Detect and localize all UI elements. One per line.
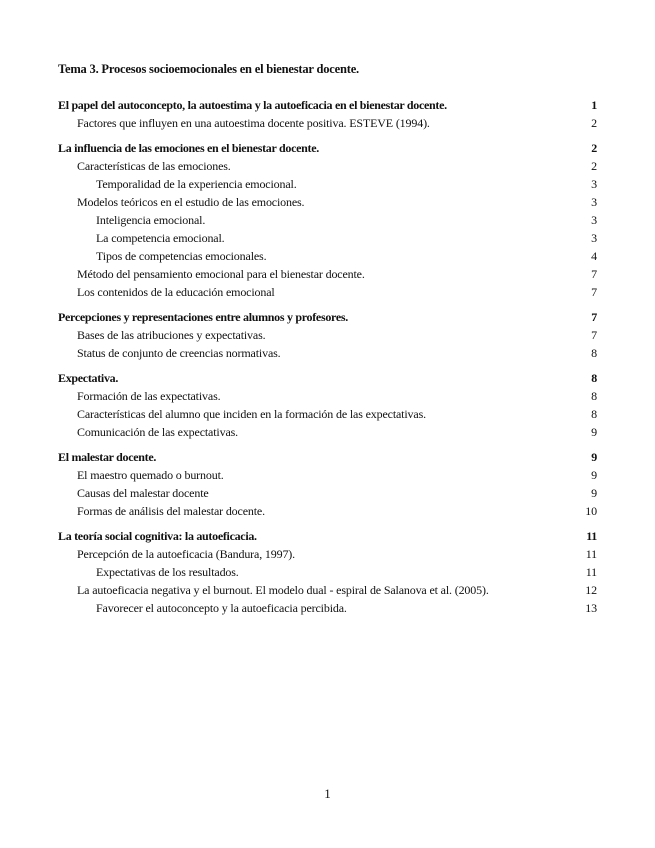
toc-entry-title: Factores que influyen en una autoestima docente positiva. ESTEVE (1994). — [77, 116, 430, 130]
toc-entry-page: 11 — [585, 547, 597, 561]
toc-entry-title: La influencia de las emociones en el bienestar docente. — [58, 141, 319, 155]
toc-entry-title: La competencia emocional. — [96, 231, 225, 245]
toc-entry-page: 7 — [591, 328, 597, 342]
toc-subsection-entry[interactable] — [0, 344, 655, 362]
toc-entry-page: 8 — [591, 346, 597, 360]
toc-section-entry[interactable] — [0, 369, 655, 387]
toc-section-entry[interactable] — [0, 139, 655, 157]
toc-entry-title: Causas del malestar docente — [77, 486, 209, 500]
toc-entry-page: 7 — [591, 310, 597, 324]
toc-entry-page: 9 — [591, 486, 597, 500]
toc-section-entry[interactable] — [0, 96, 655, 114]
toc-entry-title: Características del alumno que inciden en la formación de las expectativas. — [77, 407, 426, 421]
toc-entry-page: 3 — [591, 177, 597, 191]
toc-subsection-entry[interactable] — [0, 545, 655, 563]
toc-entry-title: El papel del autoconcepto, la autoestima y la autoeficacia en el bienestar docente. — [58, 98, 447, 112]
toc-subsection-entry[interactable] — [0, 405, 655, 423]
toc-section-entry[interactable] — [0, 527, 655, 545]
toc-subsection-entry[interactable] — [0, 326, 655, 344]
toc-entry-page: 2 — [591, 116, 597, 130]
toc-subsubsection-entry[interactable] — [0, 599, 655, 617]
toc-subsection-entry[interactable] — [0, 581, 655, 599]
toc-entry-page: 7 — [591, 285, 597, 299]
toc-subsection-entry[interactable] — [0, 502, 655, 520]
toc-entry-page: 9 — [591, 468, 597, 482]
toc-subsection-entry[interactable] — [0, 193, 655, 211]
toc-entry-page: 13 — [585, 601, 597, 615]
toc-entry-title: La autoeficacia negativa y el burnout. El modelo dual - espiral de Salanova et al. (2005). — [77, 583, 489, 597]
toc-subsection-entry[interactable] — [0, 387, 655, 405]
toc-entry-title: Inteligencia emocional. — [96, 213, 206, 227]
page-number: 1 — [324, 786, 331, 801]
toc-section-entry[interactable] — [0, 308, 655, 326]
toc-subsection-entry[interactable] — [0, 283, 655, 301]
toc-entry-title: Características de las emociones. — [77, 159, 231, 173]
toc-entry-title: Favorecer el autoconcepto y la autoeficacia percibida. — [96, 601, 347, 615]
toc-subsubsection-entry[interactable] — [0, 247, 655, 265]
toc-entry-page: 4 — [591, 249, 597, 263]
toc-entry-title: El maestro quemado o burnout. — [77, 468, 224, 482]
toc-entry-page: 9 — [591, 450, 597, 464]
toc-entry-page: 3 — [591, 195, 597, 209]
toc-entry-title: Expectativa. — [58, 371, 119, 385]
toc-entry-page: 11 — [585, 565, 597, 579]
toc-entry-page: 7 — [591, 267, 597, 281]
toc-entry-title: Percepción de la autoeficacia (Bandura, 1997). — [77, 547, 295, 561]
document-title: Tema 3. Procesos socioemocionales en el bienestar docente. — [58, 62, 359, 76]
toc-subsection-entry[interactable] — [0, 157, 655, 175]
toc-subsubsection-entry[interactable] — [0, 229, 655, 247]
toc-entry-page: 12 — [585, 583, 597, 597]
toc-entry-title: Percepciones y representaciones entre alumnos y profesores. — [58, 310, 348, 324]
toc-entry-page: 1 — [591, 98, 597, 112]
toc-entry-page: 3 — [591, 231, 597, 245]
toc-section-entry[interactable] — [0, 448, 655, 466]
toc-subsubsection-entry[interactable] — [0, 563, 655, 581]
toc-subsection-entry[interactable] — [0, 423, 655, 441]
toc-entry-page: 3 — [591, 213, 597, 227]
toc-entry-page: 11 — [586, 529, 597, 543]
toc-subsubsection-entry[interactable] — [0, 211, 655, 229]
toc-entry-title: Modelos teóricos en el estudio de las emociones. — [77, 195, 305, 209]
table-of-contents — [0, 96, 655, 617]
toc-entry-title: Expectativas de los resultados. — [96, 565, 239, 579]
toc-entry-title: Los contenidos de la educación emocional — [77, 285, 275, 299]
toc-entry-title: Método del pensamiento emocional para el bienestar docente. — [77, 267, 365, 281]
toc-subsubsection-entry[interactable] — [0, 175, 655, 193]
toc-subsection-entry[interactable] — [0, 466, 655, 484]
toc-entry-page: 8 — [591, 371, 597, 385]
toc-entry-title: Status de conjunto de creencias normativas. — [77, 346, 281, 360]
toc-entry-page: 2 — [591, 141, 597, 155]
toc-subsection-entry[interactable] — [0, 114, 655, 132]
toc-entry-page: 10 — [585, 504, 597, 518]
toc-entry-title: El malestar docente. — [58, 450, 157, 464]
toc-entry-title: Formas de análisis del malestar docente. — [77, 504, 265, 518]
toc-entry-title: Tipos de competencias emocionales. — [96, 249, 267, 263]
toc-entry-title: Bases de las atribuciones y expectativas. — [77, 328, 266, 342]
toc-entry-title: Temporalidad de la experiencia emocional. — [96, 177, 297, 191]
toc-entry-page: 8 — [591, 389, 597, 403]
toc-subsection-entry[interactable] — [0, 484, 655, 502]
toc-entry-title: La teoría social cognitiva: la autoeficacia. — [58, 529, 257, 543]
toc-entry-title: Comunicación de las expectativas. — [77, 425, 238, 439]
toc-entry-page: 2 — [591, 159, 597, 173]
toc-entry-page: 8 — [591, 407, 597, 421]
toc-entry-title: Formación de las expectativas. — [77, 389, 221, 403]
toc-subsection-entry[interactable] — [0, 265, 655, 283]
toc-entry-page: 9 — [591, 425, 597, 439]
